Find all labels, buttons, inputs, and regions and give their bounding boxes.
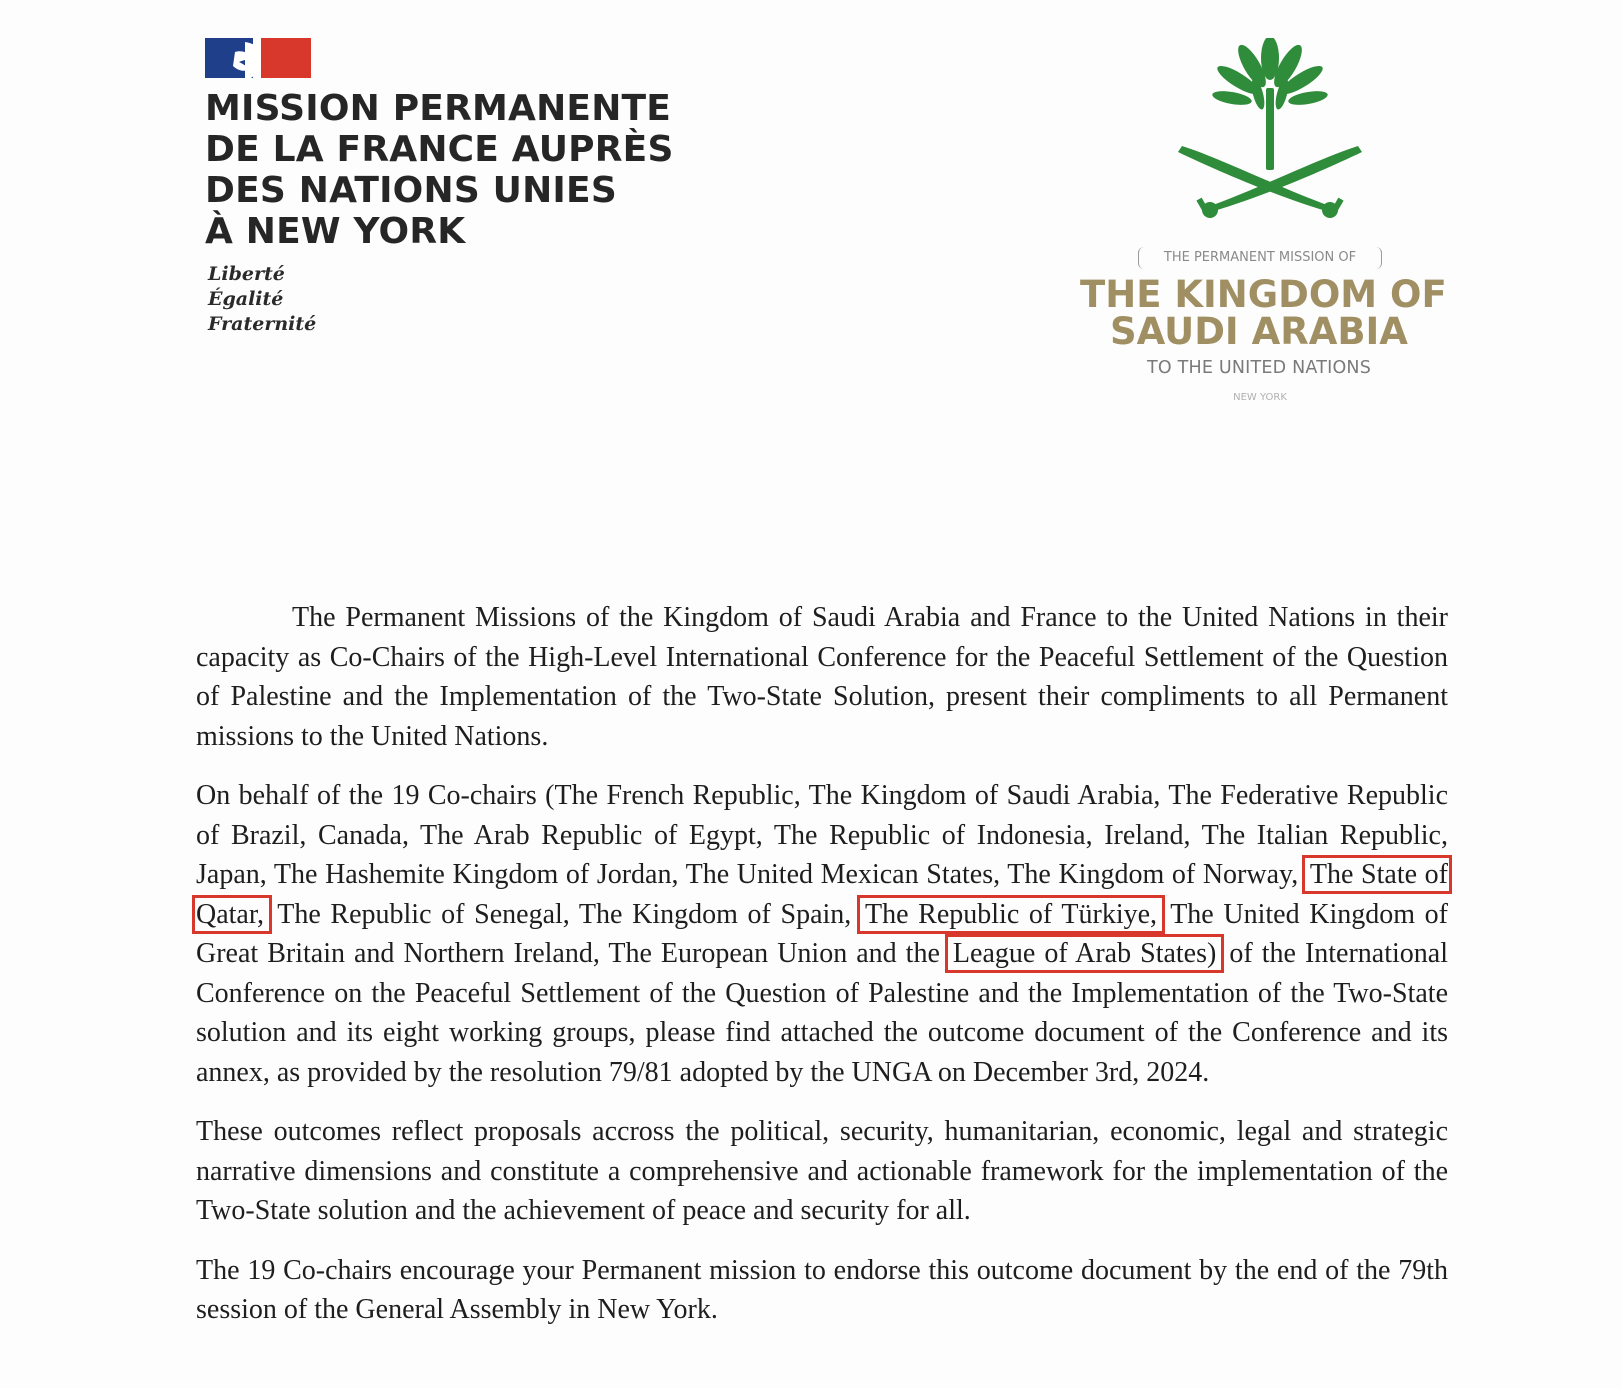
highlight-arab-league: League of Arab States) xyxy=(949,938,1220,969)
motto-liberte: Liberté xyxy=(208,263,285,285)
saudi-emblem-icon xyxy=(1170,38,1370,223)
france-title-line: DES NATIONS UNIES xyxy=(205,170,617,211)
letter-body xyxy=(196,598,1448,1350)
saudi-city: NEW YORK xyxy=(1233,392,1287,403)
saudi-subtitle: TO THE UNITED NATIONS xyxy=(1146,358,1372,378)
france-motto xyxy=(208,262,316,337)
saudi-title-line: THE KINGDOM OF xyxy=(1080,273,1447,316)
paragraph-intro: The Permanent Missions of the Kingdom of Saudi Arabia and France to the United Nations in their capacity as Co-Chairs of the High-Level International Conference for the Peaceful Settlement of the Question of Palestine and the Implementation of the Two-State Solution, present their compliments to all Permanent missions to the United Nations. xyxy=(196,602,1448,752)
saudi-mission-label: THE PERMANENT MISSION OF xyxy=(1138,247,1382,269)
saudi-kingdom-title xyxy=(1080,273,1447,353)
motto-egalite: Égalité xyxy=(208,288,284,310)
france-title-line: DE LA FRANCE AUPRÈS xyxy=(205,129,674,170)
paragraph-co-chairs xyxy=(196,776,1448,1092)
france-title-line: MISSION PERMANENTE xyxy=(205,88,672,129)
co-chairs-text-c: The United Kingdom of Great Britain and Northern Ireland, The European Union and the xyxy=(196,898,1449,969)
highlight-turkiye: The Republic of Türkiye, xyxy=(861,899,1161,930)
co-chairs-text-d: of the International Conference on the Peaceful Settlement of the Question of Palestine and the Implementation of the Two-State solution and its eight working groups, please find attached the outcome document of the Conference and its annex, as provided by the resolution 79/81 adopted by the UNGA on December 3rd, 2024. xyxy=(196,938,1448,1088)
paragraph-encourage: The 19 Co-chairs encourage your Permanent mission to endorse this outcome document by the end of the 79th session of the General Assembly in New York. xyxy=(196,1254,1448,1325)
saudi-title-line: SAUDI ARABIA xyxy=(1110,310,1408,353)
france-title-line: À NEW YORK xyxy=(205,211,466,252)
paragraph-outcomes: These outcomes reflect proposals accross the political, security, humanitarian, economic, legal and strategic narrative dimensions and constitute a comprehensive and actionable framework for the implementation of the Two-State solution and the achievement of peace and security for all. xyxy=(196,1116,1448,1226)
co-chairs-text-b: The Republic of Senegal, The Kingdom of Spain, xyxy=(277,898,852,930)
motto-fraternite: Fraternité xyxy=(208,313,317,335)
co-chairs-text-a: On behalf of the 19 Co-chairs (The French Republic, The Kingdom of Saudi Arabia, The Federative Republic of Brazil, Canada, The Arab Republic of Egypt, The Republic of Indonesia, Ireland, The Italian Republic, Japan, The Hashemite Kingdom of Jordan, The United Mexican States, The Kingdom of Norway, xyxy=(196,780,1448,890)
marianne-logo xyxy=(205,38,311,78)
highlight-qatar: The State of Qatar, xyxy=(196,859,1449,930)
france-mission-title xyxy=(205,88,674,252)
